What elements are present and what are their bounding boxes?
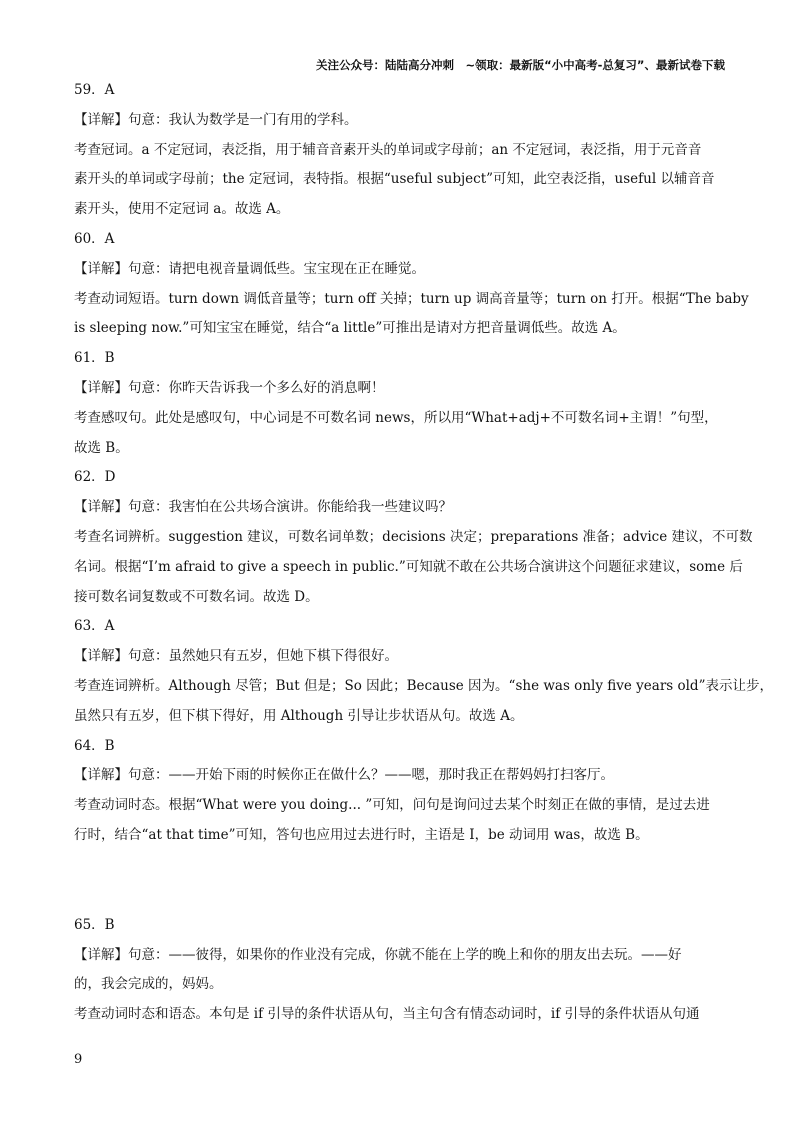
text-line: 考查连词辨析。Although 尽管；But 但是；So 因此；Because 因为。“she was only five years old”表示让步， [74,677,773,694]
text-line: 素开头，使用不定冠词 a。故选 A。 [74,201,290,218]
text-line: 【详解】句意：虽然她只有五岁，但她下棋下得很好。 [74,648,398,665]
explanation-block [74,911,734,1030]
text-line: 64．B [74,737,115,754]
text-line: 行时，结合“at that time”可知，答句也应用过去进行时，主语是 I，be 动词用 was，故选 B。 [74,826,649,843]
text-line: 【详解】句意：我害怕在公共场合演讲。你能给我一些建议吗？ [74,499,452,516]
answer-explanations [74,76,773,1030]
text-line: 考查动词时态和语态。本句是 if 引导的条件状语从句，当主句含有情态动词时，if 引导的条件状语从句通 [74,1006,700,1023]
page-number: 9 [74,1052,83,1067]
text-line: 【详解】句意：请把电视音量调低些。宝宝现在正在睡觉。 [74,260,425,277]
text-line: 故选 B。 [74,439,129,456]
explanation-block [74,76,773,851]
text-line: 素开头的单词或字母前；the 定冠词，表特指。根据“useful subject”可知，此空表泛指，useful 以辅音音 [74,171,715,188]
text-line: 考查冠词。a 不定冠词，表泛指，用于辅音音素开头的单词或字母前；an 不定冠词，表泛指，用于元音音 [74,141,702,158]
text-line: 65．B [74,916,115,933]
text-line: 63．A [74,618,115,635]
text-line: 名词。根据“I’m afraid to give a speech in public.”可知就不敢在公共场合演讲这个问题征求建议，some 后 [74,558,743,575]
text-line: 考查名词辨析。suggestion 建议，可数名词单数；decisions 决定；preparations 准备；advice 建议，不可数 [74,528,753,545]
text-line: 考查动词时态。根据“What were you doing... ”可知，问句是询问过去某个时刻正在做的事情，是过去进 [74,797,710,814]
text-line: 考查感叹句。此处是感叹句，中心词是不可数名词 news，所以用“What+adj+不可数名词+主谓！”句型， [74,409,718,426]
text-line: 【详解】句意：——彼得，如果你的作业没有完成，你就不能在上学的晚上和你的朋友出去玩。——好 [74,946,682,963]
page-header: 关注公众号：陆陆高分冲刺 ~领取：最新版“小中高考-总复习”、最新试卷下载 [315,58,725,72]
text-line: 的，我会完成的，妈妈。 [74,976,223,993]
spacer [74,851,734,911]
text-line: 【详解】句意：——开始下雨的时候你正在做什么？——嗯，那时我正在帮妈妈打扫客厅。 [74,767,614,784]
text-line: 62．D [74,469,116,486]
text-line: 虽然只有五岁，但下棋下得好，用 Although 引导让步状语从句。故选 A。 [74,707,524,724]
text-line: 59．A [74,82,115,98]
text-line: 61．B [74,350,115,367]
text-line: 【详解】句意：我认为数学是一门有用的学科。 [74,111,358,128]
text-line: 60．A [74,230,115,247]
text-line: 接可数名词复数或不可数名词。故选 D。 [74,588,319,605]
text-line: 【详解】句意：你昨天告诉我一个多么好的消息啊！ [74,379,385,396]
text-line: is sleeping now.”可知宝宝在睡觉，结合“a little”可推出是请对方把音量调低些。故选 A。 [74,320,626,337]
text-line: 考查动词短语。turn down 调低音量等；turn off 关掉；turn up 调高音量等；turn on 打开。根据“The baby [74,290,749,307]
